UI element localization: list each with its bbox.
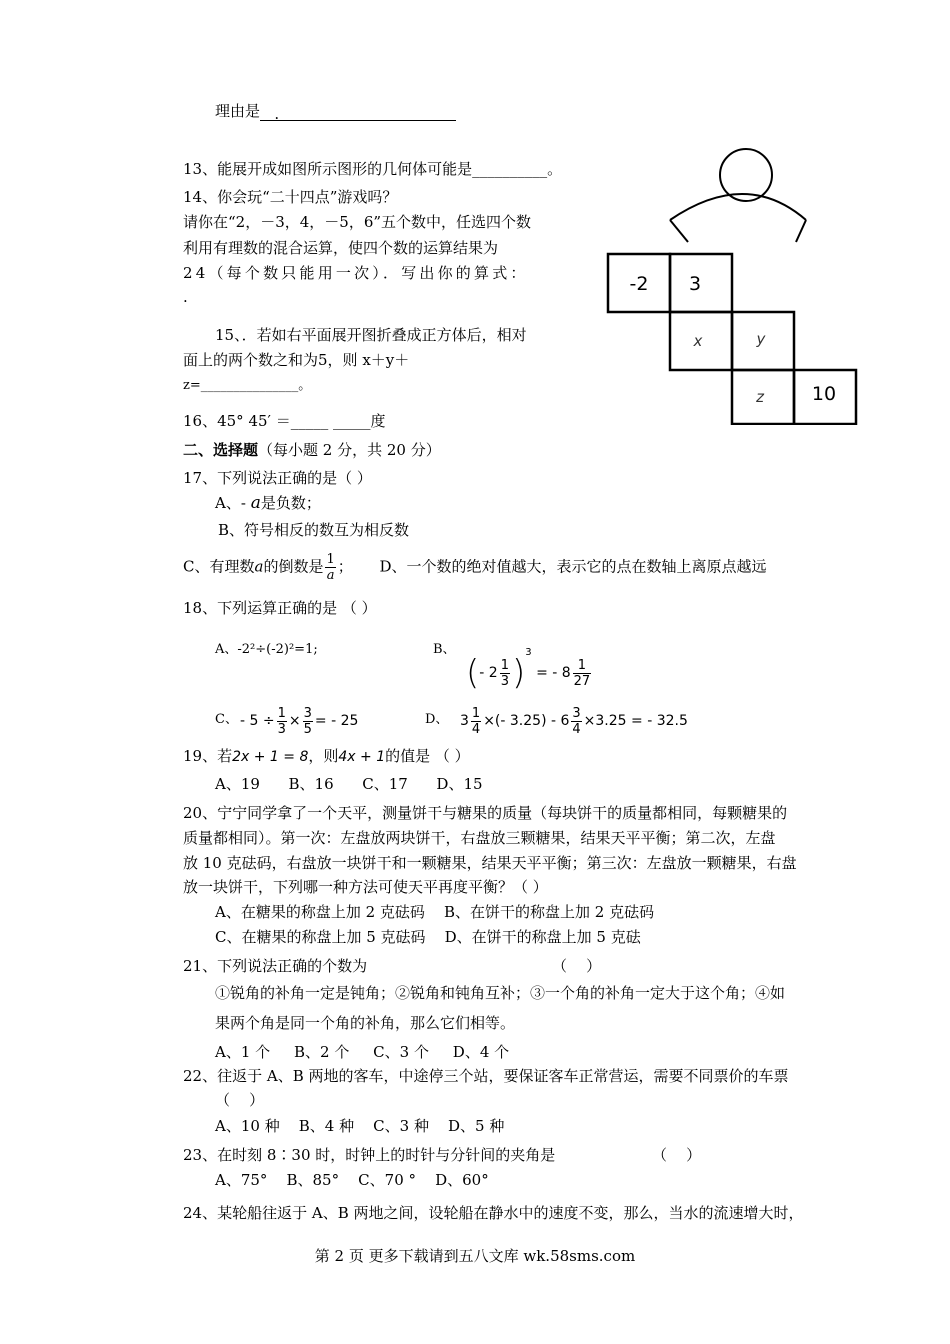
q23-options: A、75° B、85° C、70 ° D、60° — [215, 1171, 489, 1189]
q20-line3: 放 10 克砝码，右盘放一块饼干和一颗糖果，结果天平平衡；第三次：左盘放一颗糖果，右盘 — [183, 854, 797, 872]
q15-line1: 15、．若如右平面展开图折叠成正方体后，相对 — [215, 326, 527, 344]
net-label-y: y — [756, 330, 766, 348]
section2-note: （每小题 2 分，共 20 分） — [258, 441, 441, 459]
q22-answer-paren: （ ） — [215, 1091, 265, 1109]
q18-option-c-label: C、 — [215, 712, 238, 727]
q18-option-b-expr: (- 2 $\frac{1}{3}$ )$^3$ = - 8 $\frac{1}{27}$ — [466, 647, 591, 693]
q21: 21、下列说法正确的个数为 — [183, 957, 368, 975]
q15-line2: 面上的两个数之和为5，则 x＋y＋ — [183, 351, 410, 369]
q20-options-2: C、在糖果的称盘上加 5 克砝码 D、在饼干的称盘上加 5 克砝 — [215, 928, 641, 946]
q21-line1: ①锐角的补角一定是钝角；②锐角和钝角互补；③一个角的补角一定大于这个角；④如 — [215, 984, 786, 1002]
net-label-3: 3 — [688, 273, 702, 295]
q13: 13、能展开成如图所示图形的几何体可能是__________。 — [183, 160, 563, 178]
q14-title: 14、你会玩“二十四点”游戏吗？ — [183, 188, 398, 206]
q17: 17、下列说法正确的是（ ） — [183, 469, 372, 487]
q20-line4: 放一块饼干，下列哪一种方法可使天平再度平衡？（ ） — [183, 878, 548, 896]
q21-answer-paren: （ ） — [552, 957, 602, 975]
q23-answer-paren: （ ） — [652, 1146, 702, 1164]
page-footer: 第 2 页 更多下载请到五八文库 wk.58sms.com — [314, 1247, 636, 1265]
q16: 16、45° 45′ ＝_____ _____度 — [183, 412, 386, 430]
net-label-10: 10 — [811, 383, 837, 405]
net-label-neg2: -2 — [629, 273, 649, 295]
q20-options-1: A、在糖果的称盘上加 2 克砝码 B、在饼干的称盘上加 2 克砝码 — [215, 903, 655, 921]
q21-options: A、1 个 B、2 个 C、3 个 D、4 个 — [215, 1043, 510, 1061]
section2-title: 二、选择题 — [183, 441, 259, 459]
q17-option-c-d: C、有理数a的倒数是 $\frac{1}{a}$ ； D、一个数的绝对值越大，表示它的点在数轴上离原点越远 — [183, 552, 767, 583]
q14-line4: . — [183, 288, 188, 306]
q22: 22、往返于 A、B 两地的客车，中途停三个站，要保证客车正常营运，需要不同票价的车票 — [183, 1067, 789, 1085]
q18-option-b-label: B、 — [433, 642, 456, 657]
q18-option-d-label: D、 — [425, 712, 449, 727]
q19: 19、若2x + 1 = 8，则4x + 1的值是 （ ） — [183, 747, 470, 765]
q14-line1: 请你在“2，－3，4，－5，6”五个数中，任选四个数 — [183, 213, 532, 231]
section2-heading — [183, 440, 441, 460]
q14-line2: 利用有理数的混合运算，使四个数的运算结果为 — [183, 239, 499, 257]
q13-figure — [660, 148, 820, 248]
q18: 18、下列运算正确的是 （ ） — [183, 599, 377, 617]
q12-reason: 理由是 . — [215, 101, 456, 121]
net-label-z: z — [756, 388, 764, 406]
q23: 23、在时刻 8∶30 时，时钟上的时针与分针间的夹角是 — [183, 1146, 556, 1164]
q13-left-edge — [670, 220, 688, 242]
q17-option-a: A、- a是负数； — [215, 493, 321, 513]
q22-options: A、10 种 B、4 种 C、3 种 D、5 种 — [215, 1117, 505, 1135]
q17-option-b: B、符号相反的数互为相反数 — [218, 521, 410, 539]
q19-options: A、19 B、16 C、17 D、15 — [215, 775, 483, 793]
net-label-x: x — [693, 332, 703, 350]
q20-line1: 20、宁宁同学拿了一个天平，测量饼干与糖果的质量（每块饼干的质量都相同，每颗糖果的 — [183, 804, 788, 822]
q13-arc — [670, 194, 806, 220]
cube-net-figure — [605, 250, 860, 425]
q18-option-d-expr: 3 $\frac{1}{4}$ ×(- 3.25) - 6 $\frac{3}{4}$ ×3.25 = - 32.5 — [460, 705, 688, 737]
q14-line3: 24（每个数只能用一次）．写出你的算式： — [183, 264, 529, 282]
q13-right-edge — [796, 220, 806, 242]
q21-line2: 果两个角是同一个角的补角，那么它们相等。 — [215, 1014, 516, 1032]
q24: 24、某轮船往返于 A、B 两地之间，设轮船在静水中的速度不变，那么，当水的流速增大时， — [183, 1204, 804, 1222]
q15-line3: z=_______________。 — [183, 378, 312, 393]
q17-fraction: $\frac{1}{a}$ — [326, 552, 335, 583]
q18-option-c-expr: - 5 ÷ $\frac{1}{3}$ × $\frac{3}{5}$ = - 25 — [240, 705, 359, 737]
q12-answer-blank: . — [260, 104, 456, 121]
q18-option-a: A、-2²÷(-2)²=1; — [215, 642, 318, 657]
q20-line2: 质量都相同）。第一次：左盘放两块饼干，右盘放三颗糖果，结果天平平衡；第二次，左盘 — [183, 829, 776, 847]
